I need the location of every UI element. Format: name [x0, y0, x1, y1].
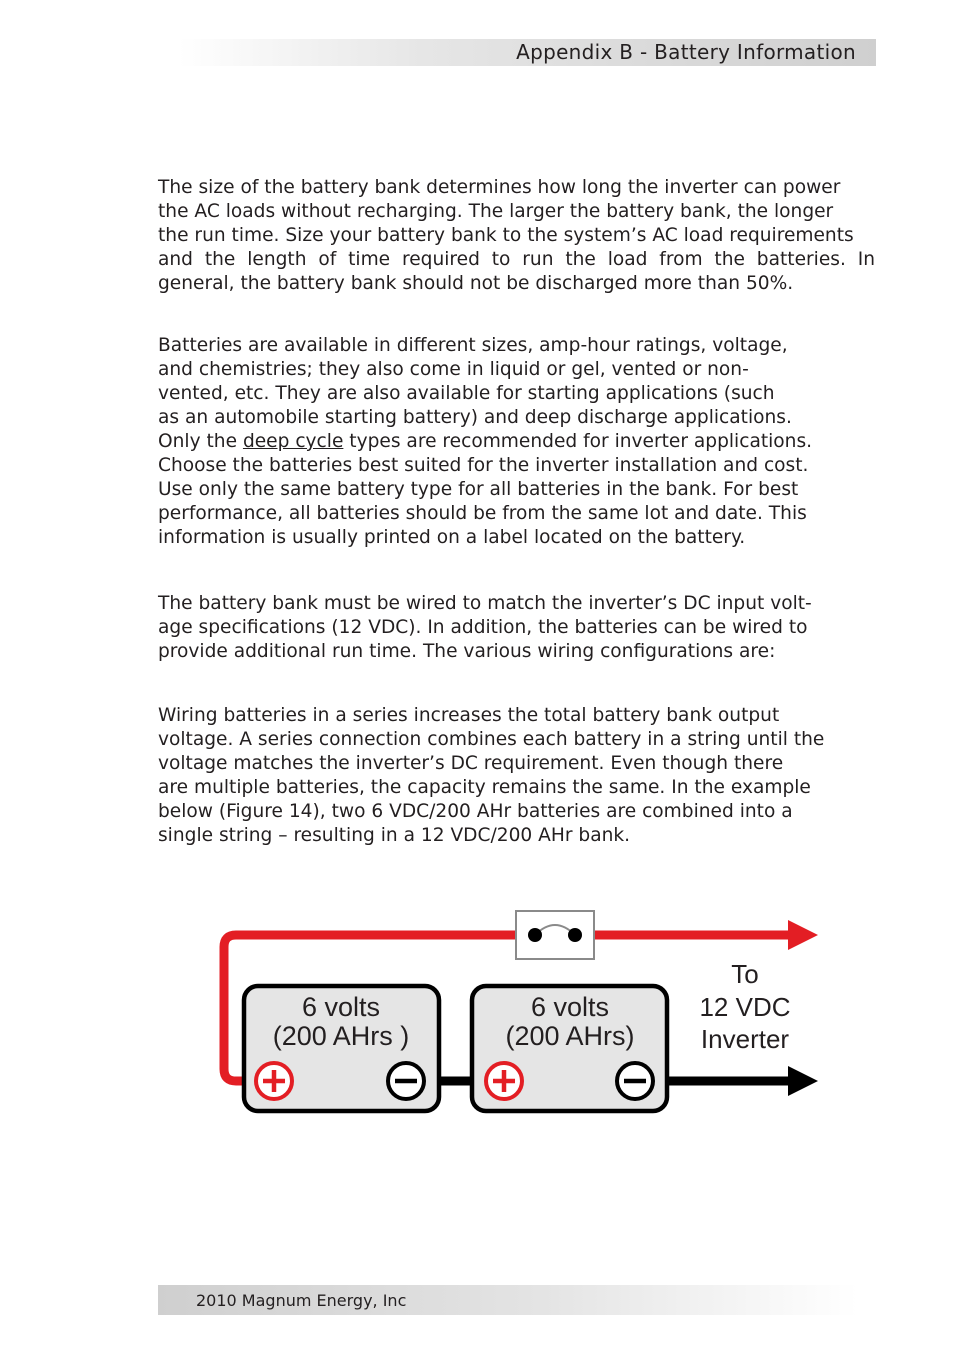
text-line: the run time. Size your battery bank to the system’s AC load requirements	[158, 225, 854, 246]
series-wiring-diagram	[210, 900, 830, 1130]
series-wiring-svg	[210, 900, 830, 1130]
text-line	[158, 430, 875, 454]
text-line: The battery bank must be wired to match the inverter’s DC input volt-	[158, 593, 812, 614]
fuse-box	[516, 911, 594, 959]
text-line: the AC loads without recharging. The larger the battery bank, the longer	[158, 201, 834, 222]
text-line: are multiple batteries, the capacity remains the same. In the example	[158, 777, 811, 798]
battery-1-voltage: 6 volts	[301, 992, 381, 1022]
text-line: The size of the battery bank determines how long the inverter can power	[158, 177, 841, 198]
text-line: below (Figure 14), two 6 VDC/200 AHr batteries are combined into a	[158, 801, 793, 822]
destination-label-line: To	[731, 959, 759, 989]
text-run: Only the	[158, 431, 243, 452]
text-line: general, the battery bank should not be discharged more than 50%.	[158, 273, 794, 294]
paragraph-series	[158, 704, 875, 848]
text-line: voltage. A series connection combines each battery in a string until the	[158, 729, 825, 750]
destination-label-line: 12 VDC	[699, 992, 791, 1022]
header-bar	[178, 39, 876, 66]
paragraph-bank-size	[158, 176, 875, 296]
paragraph-battery-types	[158, 334, 875, 550]
text-line: Use only the same battery type for all batteries in the bank. For best	[158, 479, 799, 500]
text-line: Batteries are available in different sizes, amp-hour ratings, voltage,	[158, 335, 788, 356]
destination-label-line: Inverter	[700, 1024, 790, 1054]
text-run: types are recommended for inverter applications.	[343, 431, 813, 452]
battery-1-positive-terminal-icon	[256, 1063, 292, 1099]
paragraph-wiring	[158, 592, 875, 664]
text-line: as an automobile starting battery) and deep discharge applications.	[158, 407, 792, 428]
text-line: voltage matches the inverter’s DC requirement. Even though there	[158, 753, 784, 774]
positive-arrowhead	[788, 920, 818, 950]
fuse-terminal	[568, 928, 582, 942]
text-line: provide additional run time. The various wiring configurations are:	[158, 641, 776, 662]
text-line: and the length of time required to run the load from the batteries. In	[158, 249, 875, 270]
text-line: vented, etc. They are also available for starting applications (such	[158, 383, 775, 404]
footer-copyright: 2010 Magnum Energy, Inc	[196, 1291, 407, 1310]
battery-2-voltage: 6 volts	[530, 992, 610, 1022]
text-line: Wiring batteries in a series increases the total battery bank output	[158, 705, 780, 726]
deep-cycle-underlined-text: deep cycle	[242, 431, 344, 452]
battery-1-negative-terminal-icon	[388, 1063, 424, 1099]
negative-arrowhead	[788, 1066, 818, 1096]
text-line: information is usually printed on a label located on the battery.	[158, 527, 746, 548]
text-line: single string – resulting in a 12 VDC/200 AHr bank.	[158, 825, 631, 846]
text-line: age specifications (12 VDC). In addition, the batteries can be wired to	[158, 617, 808, 638]
fuse-terminal	[528, 928, 542, 942]
footer-bar	[158, 1285, 858, 1315]
text-line: performance, all batteries should be from the same lot and date. This	[158, 503, 807, 524]
battery-2-negative-terminal-icon	[617, 1063, 653, 1099]
battery-2-positive-terminal-icon	[486, 1063, 522, 1099]
battery-1-capacity: (200 AHrs )	[272, 1021, 410, 1051]
text-line: Choose the batteries best suited for the inverter installation and cost.	[158, 455, 809, 476]
page-header-title: Appendix B - Battery Information	[516, 40, 856, 64]
text-line: and chemistries; they also come in liquid or gel, vented or non-	[158, 359, 749, 380]
battery-2-capacity: (200 AHrs)	[505, 1021, 635, 1051]
